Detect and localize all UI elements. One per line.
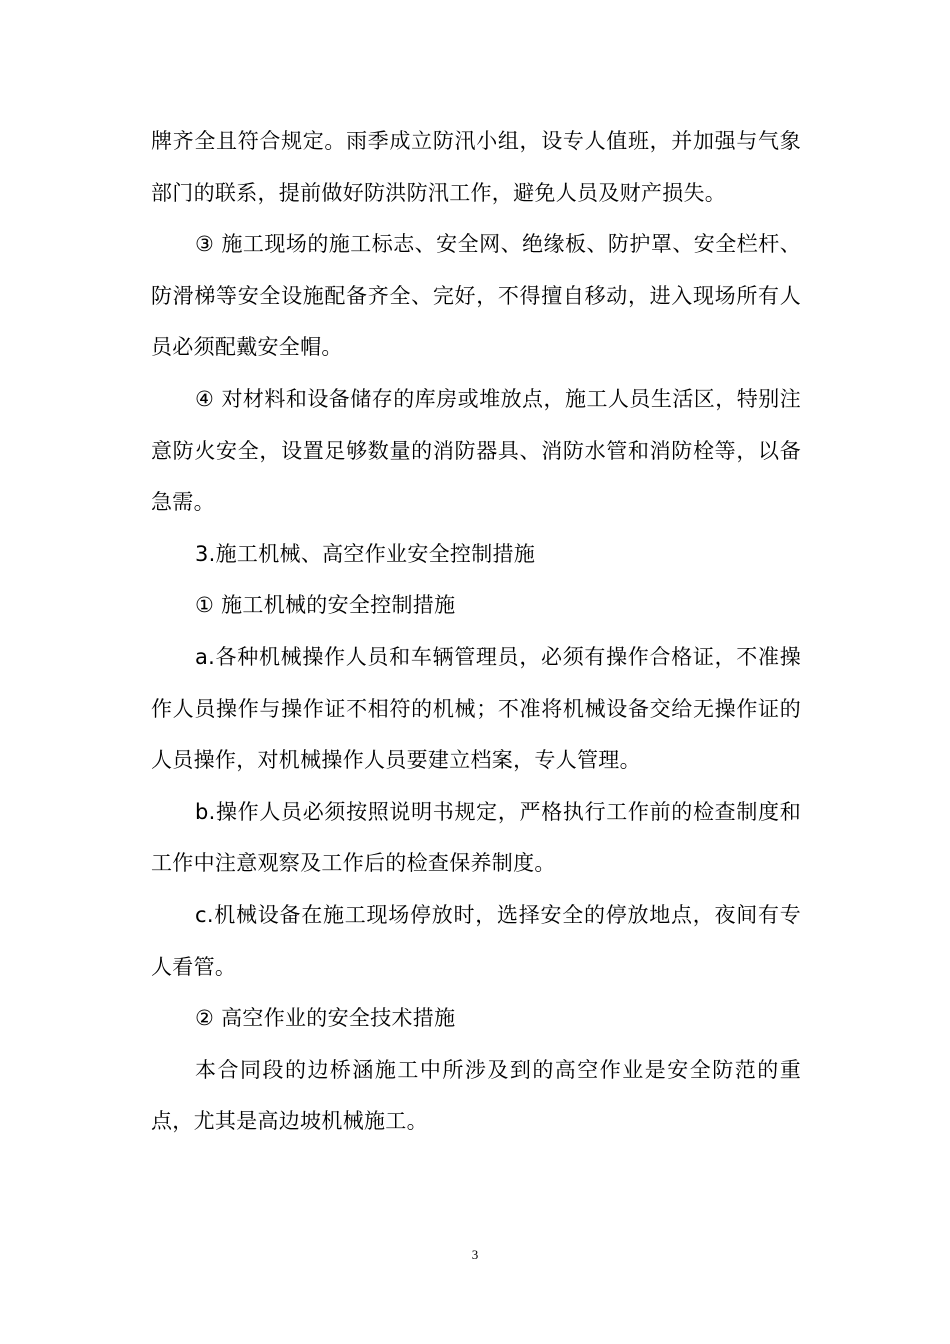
page-number: 3 [471, 1247, 479, 1262]
paragraph-item-4: ④ 对材料和设备储存的库房或堆放点，施工人员生活区，特别注意防火安全，设置足够数量的消防器具、消防水管和消防栓等，以备急需。 [151, 386, 801, 515]
paragraph-continuation: 牌齐全且符合规定。雨季成立防汛小组，设专人值班，并加强与气象部门的联系，提前做好防洪防汛工作，避免人员及财产损失。 [151, 129, 801, 205]
section-heading-3: 3.施工机械、高空作业安全控制措施 [195, 541, 536, 566]
paragraph-item-a: a.各种机械操作人员和车辆管理员，必须有操作合格证，不准操作人员操作与操作证不相符的机械；不准将机械设备交给无操作证的人员操作，对机械操作人员要建立档案，专人管理。 [151, 644, 801, 773]
paragraph-item-c: c.机械设备在施工现场停放时，选择安全的停放地点，夜间有专人看管。 [151, 902, 801, 979]
subheading-high-altitude: ② 高空作业的安全技术措施 [195, 1006, 456, 1031]
paragraph-high-altitude: 本合同段的边桥涵施工中所涉及到的高空作业是安全防范的重点，尤其是高边坡机械施工。 [151, 1057, 801, 1134]
subheading-machinery: ① 施工机械的安全控制措施 [195, 593, 456, 618]
paragraph-item-b: b.操作人员必须按照说明书规定，严格执行工作前的检查制度和工作中注意观察及工作后的检查保养制度。 [151, 799, 801, 876]
paragraph-item-3: ③ 施工现场的施工标志、安全网、绝缘板、防护罩、安全栏杆、防滑梯等安全设施配备齐全、完好，不得擅自移动，进入现场所有人员必须配戴安全帽。 [151, 232, 801, 360]
body-text [151, 116, 801, 1148]
